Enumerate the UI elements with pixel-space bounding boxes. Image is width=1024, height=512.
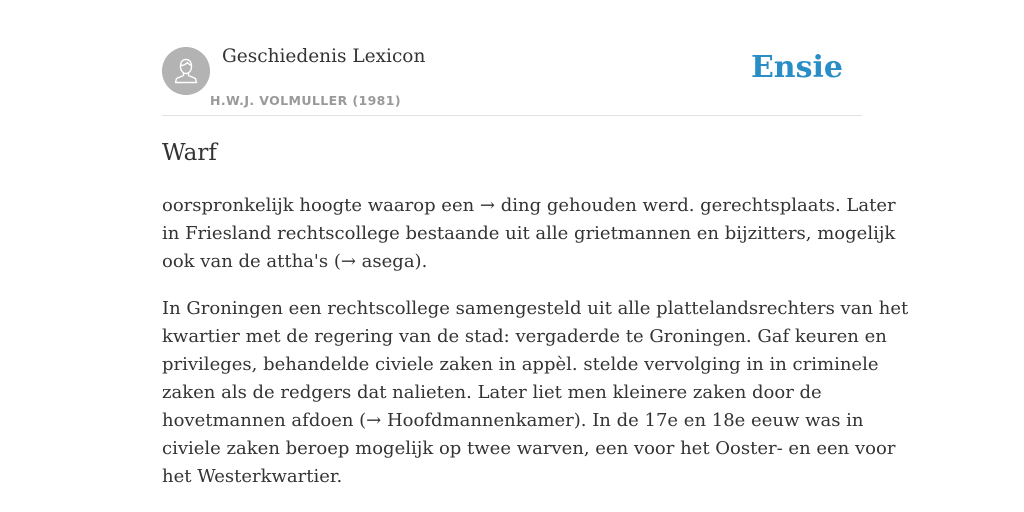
- paragraph-line: privileges, behandelde civiele zaken in appèl. stelde vervolging in in criminele: [162, 354, 879, 375]
- source-title-link[interactable]: Geschiedenis Lexicon: [222, 46, 426, 67]
- paragraph-line: ook van de attha's (→ asega).: [162, 251, 428, 272]
- user-avatar-icon: [162, 47, 210, 95]
- paragraph-line: civiele zaken beroep mogelijk op twee warven, een voor het Ooster- en een voor: [162, 438, 896, 459]
- source-avatar[interactable]: [162, 47, 210, 95]
- paragraph-line: het Westerkwartier.: [162, 466, 343, 487]
- entry-paragraph-2: [162, 295, 909, 491]
- paragraph-line: oorspronkelijk hoogte waarop een → ding gehouden werd. gerechtsplaats. Later: [162, 195, 896, 216]
- entry-body: [162, 192, 909, 510]
- entry-paragraph-1: [162, 192, 896, 276]
- paragraph-line: hovetmannen afdoen (→ Hoofdmannenkamer). In de 17e en 18e eeuw was in: [162, 410, 864, 431]
- paragraph-line: In Groningen een rechtscollege samengesteld uit alle plattelandsrechters van het: [162, 298, 909, 319]
- source-author: H.W.J. VOLMULLER (1981): [210, 93, 401, 108]
- entry-term: Warf: [162, 140, 217, 166]
- source-header: [162, 0, 862, 116]
- page-container: [162, 0, 909, 487]
- brand-logo[interactable]: Ensie: [750, 50, 843, 85]
- paragraph-line: zaken als de redgers dat nalieten. Later liet men kleinere zaken door de: [162, 382, 822, 403]
- paragraph-line: in Friesland rechtscollege bestaande uit alle grietmannen en bijzitters, mogelijk: [162, 223, 896, 244]
- paragraph-line: kwartier met de regering van de stad: vergaderde te Groningen. Gaf keuren en: [162, 326, 887, 347]
